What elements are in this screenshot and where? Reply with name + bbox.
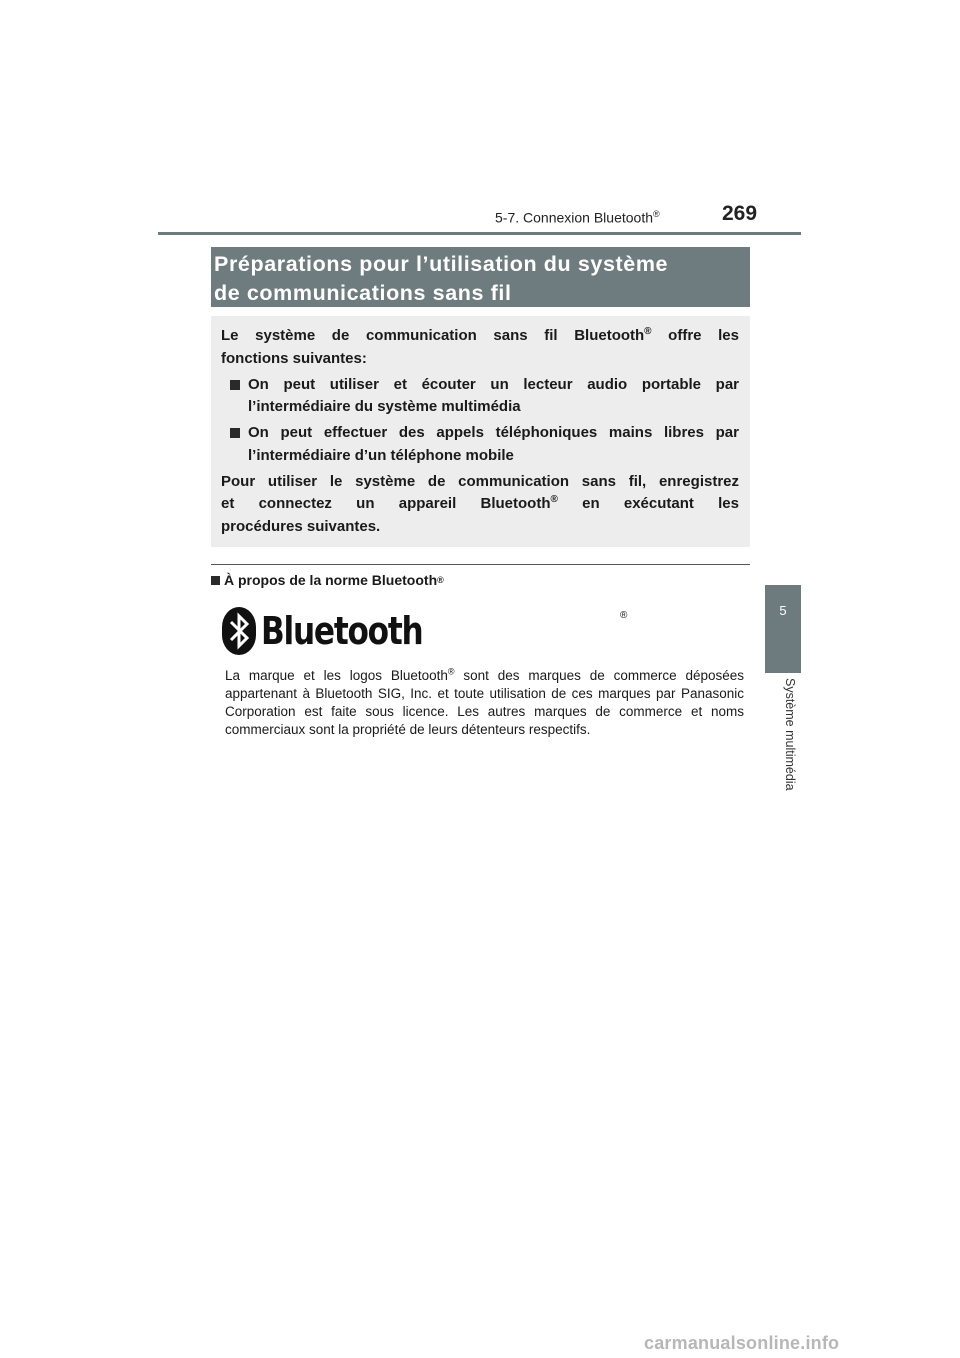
about-heading: À propos de la norme Bluetooth ® (211, 572, 444, 588)
square-bullet-icon (230, 428, 240, 438)
section-divider (211, 564, 750, 565)
page-number: 269 (722, 202, 758, 225)
feature-bullet-1 (228, 374, 739, 419)
chapter-tab[interactable]: 5 (765, 585, 801, 673)
procedure-line-2: et connectez un appareil Bluetooth® en exécutant les (221, 494, 739, 512)
intro-line-1: Le système de communication sans fil Bluetooth® offre les (221, 326, 739, 344)
procedure-line-3: procédures suivantes. (221, 517, 381, 535)
header-section-title: 5-7. Connexion Bluetooth® (495, 209, 660, 226)
trademark-notice: La marque et les logos Bluetooth® sont des marques de commerce déposées appartenant à Bluetooth SIG, Inc. et toute utilisation de ces marques par Panasonic Corporation est faite sous licence. Les autres marques de commerce et noms commerciaux sont la propriété de leurs détenteurs respectifs. (225, 666, 744, 737)
procedure-paragraph (221, 471, 739, 539)
chapter-label: Système multimédia (783, 678, 797, 791)
square-bullet-icon (230, 380, 240, 390)
header-rule (158, 232, 801, 235)
watermark: carmanualsonline.info (644, 1333, 840, 1353)
bluetooth-icon (222, 607, 256, 655)
registered-mark: ® (620, 610, 628, 621)
section-title (211, 247, 750, 307)
section-title-line-2: de communications sans fil (214, 281, 512, 305)
intro-box (211, 316, 750, 547)
section-title-line-1: Préparations pour l’utilisation du système (214, 252, 669, 276)
feature-text: On peut effectuer des appels téléphoniques mains libres par l’intermédiaire d’un téléphone mobile (248, 424, 739, 464)
feature-bullet-2 (228, 422, 739, 467)
bluetooth-logo (222, 606, 628, 656)
square-bullet-icon (211, 576, 220, 585)
feature-text: On peut utiliser et écouter un lecteur audio portable par l’intermédiaire du système multimédia (248, 375, 739, 415)
procedure-line-1: Pour utiliser le système de communication sans fil, enregistrez (221, 472, 739, 490)
intro-line-2: fonctions suivantes: (221, 349, 367, 367)
intro-paragraph (221, 325, 739, 370)
bluetooth-wordmark: Bluetooth (261, 609, 423, 653)
